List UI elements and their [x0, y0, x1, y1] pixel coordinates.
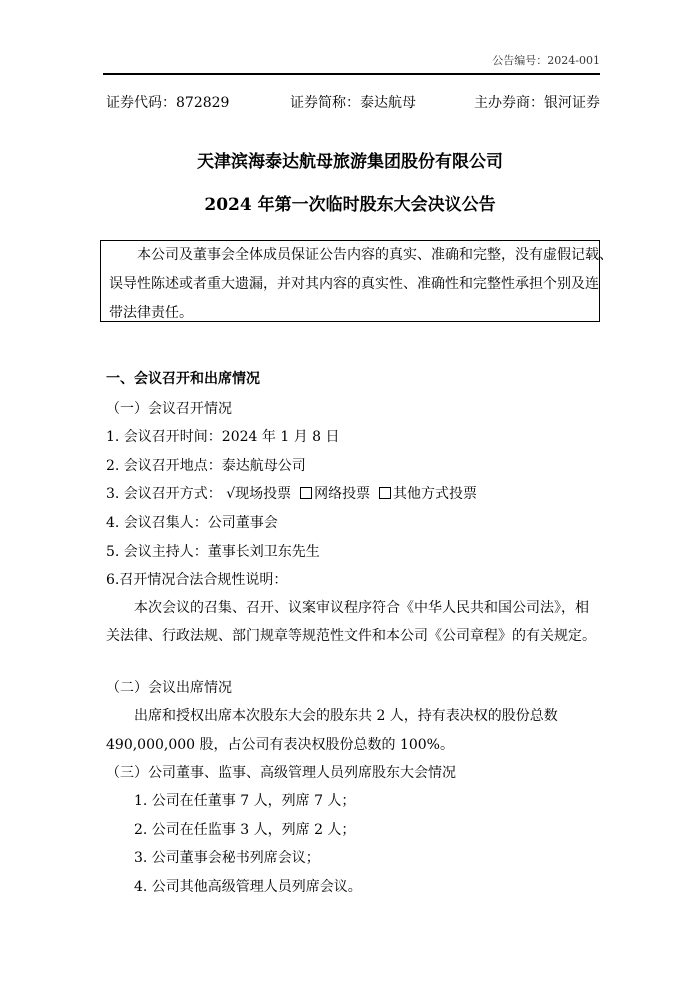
notice-line: 误导性陈述或者重大遗漏，并对其内容的真实性、准确性和完整性承担个别及连 [109, 276, 599, 292]
officer-item: 1. 公司在任董事 7 人，列席 7 人； [134, 793, 356, 809]
subsection-heading-convening: （一）会议召开情况 [106, 401, 232, 417]
online-voting-option: 网络投票 [314, 486, 371, 502]
subsection-heading-officers: （三）公司董事、监事、高级管理人员列席股东大会情况 [106, 765, 456, 781]
subsection-heading-attendance: （二）会议出席情况 [106, 680, 232, 696]
security-abbreviation: 证券简称：泰达航母 [290, 95, 416, 111]
compliance-line: 本次会议的召集、召开、议案审议程序符合《中华人民共和国公司法》，相 [134, 600, 589, 616]
attendance-line: 490,000,000 股，占公司有表决权股份总数的 100%。 [106, 737, 454, 753]
meeting-time: 1. 会议召开时间：2024 年 1 月 8 日 [106, 429, 340, 445]
sponsor-broker: 主办券商：银河证券 [474, 95, 600, 111]
meeting-location: 2. 会议召开地点：泰达航母公司 [106, 458, 306, 474]
section-heading-meeting: 一、会议召开和出席情况 [106, 371, 260, 387]
meeting-method [106, 483, 477, 503]
unchecked-box-icon [379, 487, 391, 499]
other-voting-option: 其他方式投票 [393, 486, 477, 502]
responsibility-notice-box [100, 240, 613, 322]
officer-item: 4. 公司其他高级管理人员列席会议。 [134, 879, 362, 895]
unchecked-box-icon [300, 487, 312, 499]
header-rule [103, 73, 600, 75]
meeting-method-label: 3. 会议召开方式： [106, 486, 222, 502]
officer-item: 2. 公司在任监事 3 人，列席 2 人； [134, 822, 356, 838]
compliance-line: 关法律、行政法规、部门规章等规范性文件和本公司《公司章程》的有关规定。 [106, 628, 596, 644]
officer-item: 3. 公司董事会秘书列席会议； [134, 850, 320, 866]
compliance-heading: 6.召开情况合法合规性说明： [106, 572, 288, 588]
company-name: 天津滨海泰达航母旅游集团股份有限公司 [197, 152, 503, 172]
notice-line: 带法律责任。 [109, 305, 193, 321]
announcement-number: 公告编号：2024-001 [492, 54, 600, 67]
meeting-convener: 4. 会议召集人：公司董事会 [106, 515, 278, 531]
onsite-voting-option: √现场投票 [226, 486, 292, 502]
meeting-chair: 5. 会议主持人：董事长刘卫东先生 [106, 544, 320, 560]
document-title: 2024 年第一次临时股东大会决议公告 [204, 195, 496, 215]
notice-line: 本公司及董事会全体成员保证公告内容的真实、准确和完整，没有虚假记载、 [137, 247, 613, 263]
attendance-line: 出席和授权出席本次股东大会的股东共 2 人，持有表决权的股份总数 [134, 708, 558, 724]
security-code: 证券代码：872829 [106, 95, 230, 111]
